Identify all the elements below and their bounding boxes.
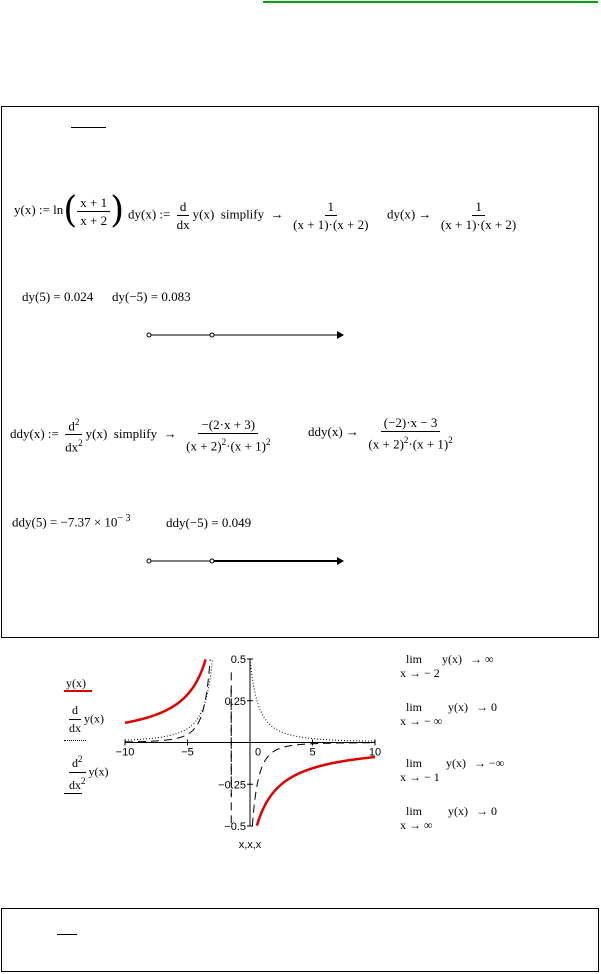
limit-subscript: x → − 1 [400,770,440,784]
legend-line-y [64,690,92,692]
limit-function: y(x) [448,804,469,818]
x-tick-label: 10 [368,746,382,759]
limit-result: → 0 [476,804,498,818]
limit-expression[interactable] [400,756,504,784]
limit-lim: lim [406,700,423,714]
y-tick-label: −0.25 [218,779,246,792]
y-definition[interactable]: y(x) := ln( $\frac{x + 1}{x + 2}$ ) [14,190,125,231]
limit-lim: lim [406,804,423,818]
y-tick-label: −0.5 [224,821,246,833]
ddy-evaluation[interactable]: ddy(x) → $\frac{(-2)\cdot x - 3}{(x + 2)^2\cdot(x + 1)^2}$ [308,415,453,452]
ddy5-result[interactable]: $ddy(5) = -7.37 \times 10^{- 3}$ [12,513,131,530]
legend-line-ddy [64,793,82,794]
dym5-result[interactable]: dy(−5) = 0.083 [112,289,191,304]
series-dy [250,659,375,741]
x-axis-label: x,x,x [238,839,262,851]
limit-subscript: x → − 2 [400,666,440,680]
limit-function: y(x) [442,652,463,666]
limit-result: → 0 [476,700,498,714]
limit-subscript: x → ∞ [400,818,433,832]
worksheet-region-1 [1,106,599,638]
limit-subscript: x → − ∞ [400,714,443,728]
limit-result: → −∞ [474,756,505,770]
limit-expression[interactable] [400,652,494,680]
x-tick-label: 0 [254,746,262,759]
ddy-definition[interactable]: ddy(x) := $\frac{d^2}{dx^2}$ y(x) simplify → $\frac{-(2\cdot x + 3)}{(x + 2)^2\cdot(x + 1)^2}$ [10,416,271,455]
x-tick-label: 5 [309,746,316,759]
legend-item-ddy: $\frac{d^2}{dx^2}$ y(x) [69,754,109,792]
limit-lim: lim [406,756,423,770]
ddym5-result[interactable]: ddy(−5) = 0.049 [166,515,252,530]
x-tick-label: −10 [115,746,135,759]
worksheet-region-2 [1,908,599,972]
y-tick-label: 0.5 [230,654,246,666]
limit-line [400,756,504,770]
series-y [125,659,206,722]
limit-function: y(x) [448,700,469,714]
dy-evaluation[interactable]: dy(x) → $\frac{1}{(x + 1)\cdot(x + 2)}$ [387,199,517,232]
region-marker-2 [57,934,77,935]
limit-line [400,804,497,818]
function-plot[interactable] [110,652,390,852]
dy-definition[interactable]: dy(x) := $\frac{d}{dx}$ y(x) simplify → $\frac{1}{(x + 1)\cdot(x + 2)}$ [128,199,369,232]
series-ddy [125,659,210,742]
top-green-line [263,1,598,3]
limit-expression[interactable] [400,700,497,728]
legend-item-dy: $\frac{d}{dx}$ y(x) [69,703,104,735]
arrow-line-2 [142,555,352,567]
x-tick-label: −5 [181,746,194,759]
legend-item-y: y(x) [66,676,86,690]
limit-line [400,652,494,666]
series-y [257,757,375,826]
limit-result: → ∞ [470,652,494,666]
limit-lim: lim [406,652,423,666]
legend-line-dy [64,740,86,741]
region-marker [71,127,106,128]
arrow-line-1 [142,329,352,341]
limit-expression[interactable] [400,804,497,832]
series-dy [125,659,213,740]
dy5-result[interactable]: dy(5) = 0.024 [22,289,94,304]
limit-function: y(x) [446,756,467,770]
limit-line [400,700,497,714]
y-tick-label: 0.25 [224,695,246,708]
